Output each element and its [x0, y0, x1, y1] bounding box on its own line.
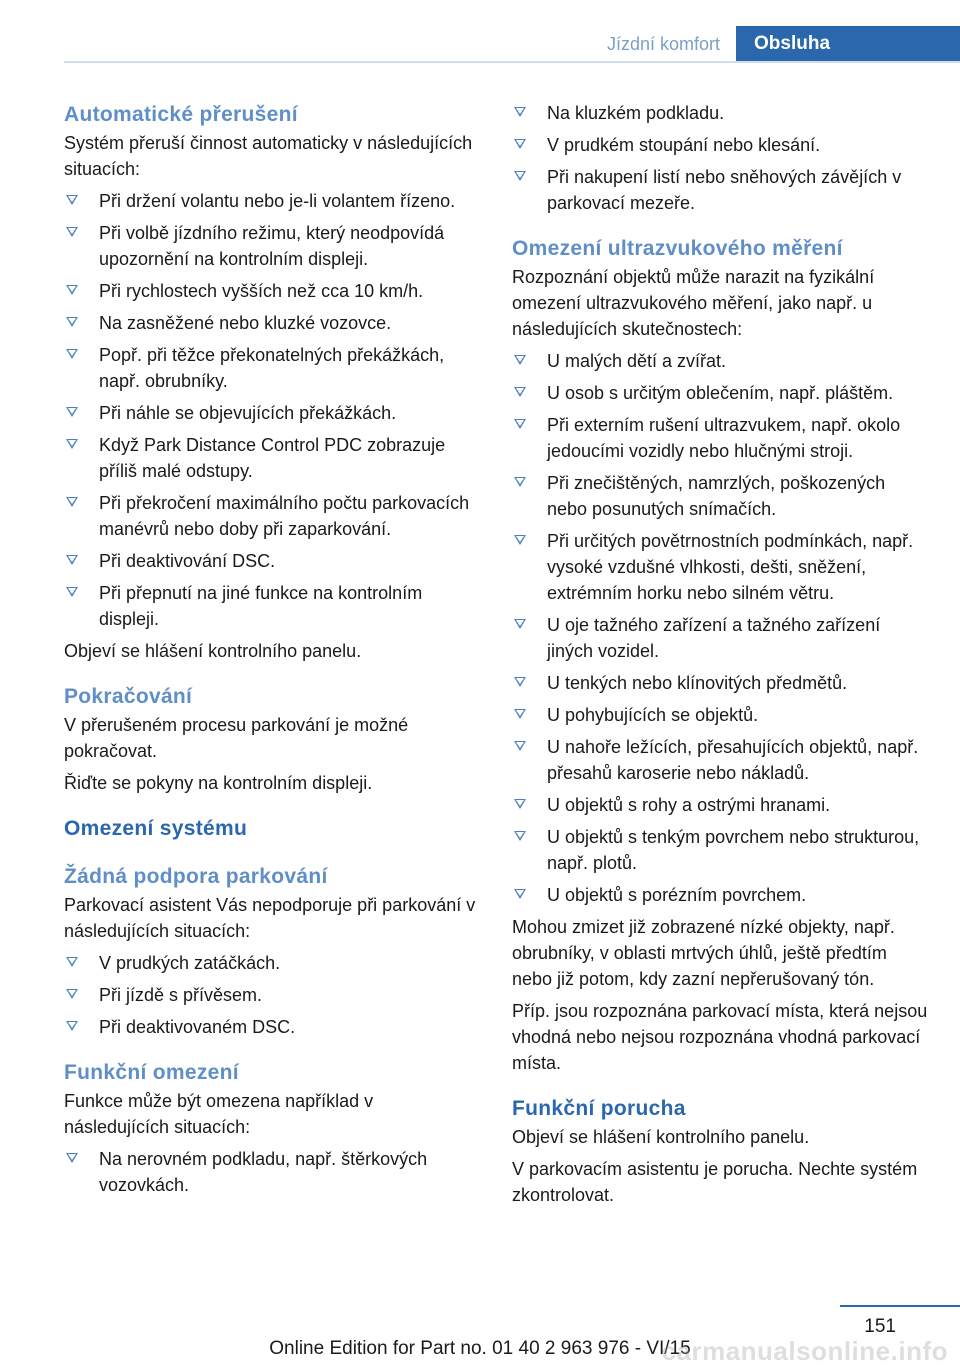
triangle-bullet-icon	[514, 139, 526, 149]
list-item: Když Park Distance Control PDC zobrazuje příliš malé odstupy.	[64, 432, 478, 484]
list-item: U malých dětí a zvířat.	[512, 348, 930, 374]
section-label: Jízdní komfort	[606, 34, 720, 54]
list-item: Popř. při těžce překonatelných překážkách, např. obrubníky.	[64, 342, 478, 394]
triangle-bullet-icon	[514, 799, 526, 809]
list-item: U nahoře ležících, přesahujících objektů, např. přesahů karoserie nebo nákladů.	[512, 734, 930, 786]
paragraph: Příp. jsou rozpoznána parkovací místa, která nejsou vhodná nebo nejsou rozpoznána vhodná parkovací místa.	[512, 1001, 928, 1073]
paragraph: V parkovacím asistentu je porucha. Nechte systém zkontrolovat.	[512, 1159, 918, 1205]
page-number: 151	[864, 1316, 896, 1337]
list-item: Při externím rušení ultrazvukem, např. okolo jedoucími vozidly nebo hlučnými stroji.	[512, 412, 930, 464]
chapter-label: Obsluha	[736, 26, 960, 62]
heading-auto-interrupt: Automatické přerušení	[64, 103, 298, 126]
triangle-bullet-icon	[66, 1021, 78, 1031]
triangle-bullet-icon	[514, 477, 526, 487]
triangle-bullet-icon	[514, 387, 526, 397]
list-item: Při deaktivování DSC.	[64, 548, 478, 574]
right-column	[512, 100, 930, 1208]
triangle-bullet-icon	[66, 227, 78, 237]
list-item: U objektů s porézním povrchem.	[512, 882, 930, 908]
triangle-bullet-icon	[514, 831, 526, 841]
triangle-bullet-icon	[514, 419, 526, 429]
heading-continuation: Pokračování	[64, 685, 193, 708]
paragraph: Systém přeruší činnost automaticky v následujících situacích:	[64, 133, 473, 179]
triangle-bullet-icon	[66, 349, 78, 359]
list-item: Na zasněžené nebo kluzké vozovce.	[64, 310, 478, 336]
list-item: U oje tažného zařízení a tažného zařízení jiných vozidel.	[512, 612, 930, 664]
list-item: Při volbě jízdního režimu, který neodpovídá upozornění na kontrolním displeji.	[64, 220, 478, 272]
triangle-bullet-icon	[514, 107, 526, 117]
triangle-bullet-icon	[66, 957, 78, 967]
list-item: U osob s určitým oblečením, např. pláštěm.	[512, 380, 930, 406]
header-tabs	[560, 26, 960, 62]
list-item: Při přepnutí na jiné funkce na kontrolním displeji.	[64, 580, 478, 632]
triangle-bullet-icon	[66, 195, 78, 205]
list-item: Na nerovném podkladu, např. štěrkových vozovkách.	[64, 1146, 478, 1198]
left-column	[64, 100, 478, 1198]
paragraph: Rozpoznání objektů může narazit na fyzikální omezení ultrazvukového měření, jako např. u následujících skutečnostech:	[512, 267, 875, 339]
paragraph: Funkce může být omezena například v následujících situacích:	[64, 1091, 374, 1137]
list-item: Při určitých povětrnostních podmínkách, např. vysoké vzdušné vlhkosti, dešti, sněžení, extrémním horku nebo silném větru.	[512, 528, 930, 606]
triangle-bullet-icon	[66, 407, 78, 417]
paragraph: Objeví se hlášení kontrolního panelu.	[512, 1127, 810, 1147]
list-item: Při rychlostech vyšších než cca 10 km/h.	[64, 278, 478, 304]
bullet-list-no-support	[64, 950, 478, 1040]
list-item: Při náhle se objevujících překážkách.	[64, 400, 478, 426]
heading-ultrasonic: Omezení ultrazvukového měření	[512, 237, 843, 260]
triangle-bullet-icon	[514, 619, 526, 629]
paragraph: V přerušeném procesu parkování je možné pokračovat.	[64, 715, 409, 761]
triangle-bullet-icon	[514, 741, 526, 751]
triangle-bullet-icon	[66, 555, 78, 565]
list-item: Při znečištěných, namrzlých, poškozených nebo posunutých snímačích.	[512, 470, 930, 522]
list-item: V prudkých zatáčkách.	[64, 950, 478, 976]
paragraph: Parkovací asistent Vás nepodporuje při parkování v následujících situacích:	[64, 895, 476, 941]
triangle-bullet-icon	[514, 677, 526, 687]
edition-footer: Online Edition for Part no. 01 40 2 963 976 - VI/15	[269, 1338, 691, 1359]
triangle-bullet-icon	[514, 355, 526, 365]
triangle-bullet-icon	[66, 317, 78, 327]
triangle-bullet-icon	[514, 709, 526, 719]
list-item: Při držení volantu nebo je-li volantem řízeno.	[64, 188, 478, 214]
triangle-bullet-icon	[66, 439, 78, 449]
footer-rule	[840, 1305, 960, 1307]
bullet-list-ultrasonic	[512, 348, 930, 908]
triangle-bullet-icon	[66, 285, 78, 295]
triangle-bullet-icon	[66, 587, 78, 597]
triangle-bullet-icon	[514, 535, 526, 545]
triangle-bullet-icon	[66, 497, 78, 507]
bullet-list-auto-interrupt	[64, 188, 478, 632]
list-item: U pohybujících se objektů.	[512, 702, 930, 728]
list-item: Při jízdě s přívěsem.	[64, 982, 478, 1008]
triangle-bullet-icon	[66, 1153, 78, 1163]
list-item: U objektů s tenkým povrchem nebo strukturou, např. plotů.	[512, 824, 930, 876]
list-item: Při deaktivovaném DSC.	[64, 1014, 478, 1040]
paragraph: Řiďte se pokyny na kontrolním displeji.	[64, 773, 373, 793]
list-item: Na kluzkém podkladu.	[512, 100, 930, 126]
paragraph: Objeví se hlášení kontrolního panelu.	[64, 641, 362, 661]
paragraph: Mohou zmizet již zobrazené nízké objekty, např. obrubníky, v oblasti mrtvých úhlů, ještě předtím nebo již potom, kdy zazní nepřerušovaný tón.	[512, 917, 895, 989]
list-item: U tenkých nebo klínovitých předmětů.	[512, 670, 930, 696]
list-item: Při nakupení listí nebo sněhových závějích v parkovací mezeře.	[512, 164, 930, 216]
heading-malfunction: Funkční porucha	[512, 1097, 686, 1120]
heading-system-limits: Omezení systému	[64, 817, 248, 840]
heading-func-limits: Funkční omezení	[64, 1061, 239, 1084]
list-item: V prudkém stoupání nebo klesání.	[512, 132, 930, 158]
heading-no-support: Žádná podpora parkování	[64, 865, 328, 888]
header-rule	[64, 61, 960, 63]
triangle-bullet-icon	[514, 171, 526, 181]
list-item: U objektů s rohy a ostrými hranami.	[512, 792, 930, 818]
list-item: Při překročení maximálního počtu parkovacích manévrů nebo doby při zaparkování.	[64, 490, 478, 542]
triangle-bullet-icon	[514, 889, 526, 899]
watermark: carmanualsonline.info	[661, 1336, 948, 1366]
triangle-bullet-icon	[66, 989, 78, 999]
bullet-list-func-limits	[64, 1146, 478, 1198]
bullet-list-func-limits-cont	[512, 100, 930, 216]
